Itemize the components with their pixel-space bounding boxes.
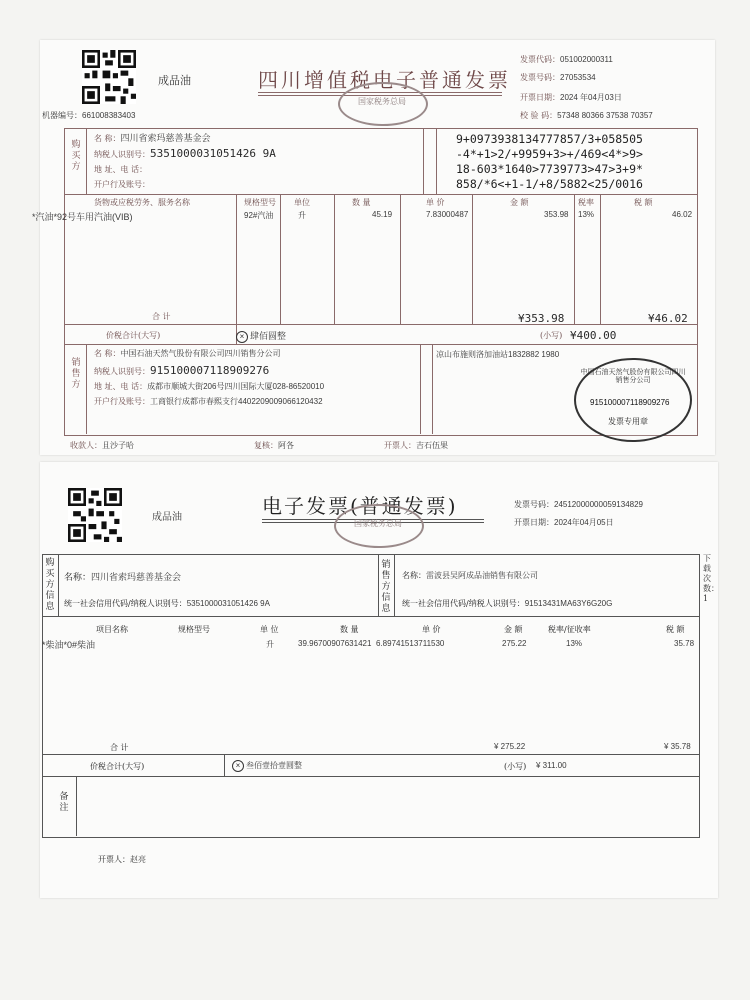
invoice-1: 成品油 四川增值税电子普通发票 国家税务总局 机器编号：661008383403 发票代码：051002000311 发票号码：27053534 开票日期：2024 年04月03日 校 验 码：57348 80366 37538 70357 购买方 名 称：四川省索玛慈善基金会 纳税人识别号：5351000031051426 9A 地 址、电 话： 开户行及账号： 9+0973938134777857/3+058505 -4*+1>2/+9959+3>+/469<4*>9> 18-603*1640>7739773>47>3+9* 858/*6<+1-1/+8/5882<25/0016 货物或应税劳务、服务名称 规格型号 单位 数 量 单 价 金 额 税率 税 额 *汽油*92号车用汽油(VIB) 92#汽油 升 45.19 7.83000487 353.98 13% 46.02 合 计 ¥353.98 ¥46.02 价税合计(大写) × 肆佰圆整 (小写) ¥400.00 销售方 名 称：中国石油天然气股份有限公司四川销售分公司 纳税人识别号：915100007118909276 地 址、电 话：成都市顺城大街206号四川国际大厦028-86520010 开户行及账号：工商银行成都市春熙支行4402209009066120432 凉山布施则洛加油站1832882 1980 中国石油天然气股份有限公司四川销售分公司 915100007118909276 发票专用章 收款人：且沙子哈 复核：阿各 开票人：吉石伍果 <box>40 40 715 455</box>
col-header-item: 货物或应税劳务、服务名称 <box>94 198 190 207</box>
payee: 且沙子哈 <box>102 441 134 450</box>
seller-side-label: 销售方 <box>71 358 81 390</box>
col-header-amount: 金 额 <box>504 625 523 634</box>
grand-total-words: × 肆佰圆整 <box>236 329 286 343</box>
seller-side-label: 销售方信息 <box>381 560 391 614</box>
invoice-date: 2024 年04月03日 <box>560 93 622 102</box>
col-header-price: 单 价 <box>426 198 445 207</box>
invoice-title: 四川增值税电子普通发票 <box>258 68 511 92</box>
seller-address: 成都市顺城大街206号四川国际大厦028-86520010 <box>147 382 325 391</box>
grand-total-label: 价税合计(大写) <box>106 331 161 340</box>
buyer-tax-id: 5351000031051426 9A <box>150 147 276 160</box>
remark-label: 备注 <box>59 792 69 813</box>
cross-circle-icon: × <box>232 760 244 772</box>
buyer-name: 四川省索玛慈善基金会 <box>91 572 182 582</box>
col-header-amount: 金 额 <box>510 198 529 207</box>
col-header-rate: 税率 <box>578 198 594 207</box>
col-header-spec: 规格型号 <box>244 198 276 207</box>
drawer: 吉石伍果 <box>416 441 448 450</box>
total-label: 合 计 <box>152 312 171 321</box>
cross-circle-icon: × <box>236 331 248 343</box>
col-header-item: 项目名称 <box>96 625 128 634</box>
col-header-unit: 单 位 <box>260 625 279 634</box>
seller-name: 中国石油天然气股份有限公司四川销售分公司 <box>120 349 281 358</box>
seller-tax-id: 91513431MA63Y6G20G <box>524 599 613 608</box>
buyer-side-label: 购买方信息 <box>45 558 55 612</box>
invoice-number: 24512000000059134829 <box>554 500 643 509</box>
buyer-tax-id: 5351000031051426 9A <box>186 599 270 608</box>
download-count: 下载次数：1 <box>703 554 719 603</box>
grand-total-amount: ¥400.00 <box>570 329 617 342</box>
remark: 凉山布施则洛加油站1832882 1980 <box>436 350 560 359</box>
grand-total-label: 价税合计(大写) <box>90 762 145 771</box>
total-label: 合 计 <box>110 743 129 752</box>
grand-small-label: (小写) <box>504 762 527 771</box>
invoice-title: 电子发票(普通发票) <box>262 494 458 518</box>
col-header-unit: 单位 <box>294 198 310 207</box>
grand-total-words: × 叁佰壹拾壹圆整 <box>232 760 302 772</box>
invoice-stamp: 中国石油天然气股份有限公司四川销售分公司 915100007118909276 发票专用章 <box>574 358 692 442</box>
seller-name: 雷波县吴阿成品油销售有限公司 <box>426 571 538 580</box>
cipher-area: 9+0973938134777857/3+058505 -4*+1>2/+9959+3>+/469<4*>9> 18-603*1640>7739773>47>3+9* 858/*6<+1-1/+8/5882<25/0016 <box>456 132 643 191</box>
total-tax: ¥ 35.78 <box>664 742 691 751</box>
grand-small-label: (小写) <box>540 331 563 340</box>
total-amount: ¥353.98 <box>518 312 565 325</box>
reviewer: 阿各 <box>278 441 294 450</box>
invoice-2: 成品油 电子发票(普通发票) 国家税务总局 发票号码：24512000000059134829 开票日期：2024年04月05日 下载次数：1 购买方信息 销售方信息 名称：四川省索玛慈善基金会 统一社会信用代码/纳税人识别号：5351000031051426 9A 名称：雷波县吴阿成品油销售有限公司 统一社会信用代码/纳税人识别号：91513431MA63Y6G20G 项目名称 规格型号 单 位 数 量 单 价 金 额 税率/征收率 税 额 *柴油*0#柴油 升 39.96700907631421 6.89741513711530 275.22 13% 35.78 合 计 ¥ 275.22 ¥ 35.78 价税合计(大写) × 叁佰壹拾壹圆整 (小写) ¥ 311.00 备注 开票人：赵亮 <box>40 462 718 898</box>
col-header-price: 单 价 <box>422 625 441 634</box>
buyer-address-label: 地 址、电 话： <box>94 165 148 174</box>
tax-bureau-seal: 国家税务总局 <box>334 504 424 548</box>
tax-bureau-seal: 国家税务总局 <box>338 82 428 126</box>
col-header-qty: 数 量 <box>352 198 371 207</box>
col-header-tax: 税 额 <box>666 625 685 634</box>
product-type: 成品油 <box>152 512 182 523</box>
product-type: 成品油 <box>158 74 191 87</box>
buyer-name: 四川省索玛慈善基金会 <box>120 133 211 143</box>
drawer: 赵亮 <box>130 855 146 864</box>
grand-total-amount: ¥ 311.00 <box>536 761 567 770</box>
seller-bank: 工商银行成都市春熙支行4402209009066120432 <box>150 397 323 406</box>
machine-number: 661008383403 <box>82 111 136 120</box>
invoice-code: 051002000311 <box>560 55 613 64</box>
invoice-number: 27053534 <box>560 73 596 82</box>
seller-tax-id: 915100007118909276 <box>150 364 270 377</box>
invoice-date: 2024年04月05日 <box>554 518 614 527</box>
col-header-tax: 税 额 <box>634 198 653 207</box>
col-header-qty: 数 量 <box>340 625 359 634</box>
qr-code-icon <box>68 488 122 542</box>
qr-code-icon <box>82 50 136 104</box>
total-tax: ¥46.02 <box>648 312 688 325</box>
col-header-spec: 规格型号 <box>178 625 210 634</box>
buyer-side-label: 购买方 <box>71 140 81 172</box>
check-code: 57348 80366 37538 70357 <box>557 111 653 120</box>
invoice-table <box>42 554 700 838</box>
col-header-rate: 税率/征收率 <box>548 625 591 634</box>
total-amount: ¥ 275.22 <box>494 742 526 751</box>
buyer-bank-label: 开户行及账号： <box>94 180 150 189</box>
